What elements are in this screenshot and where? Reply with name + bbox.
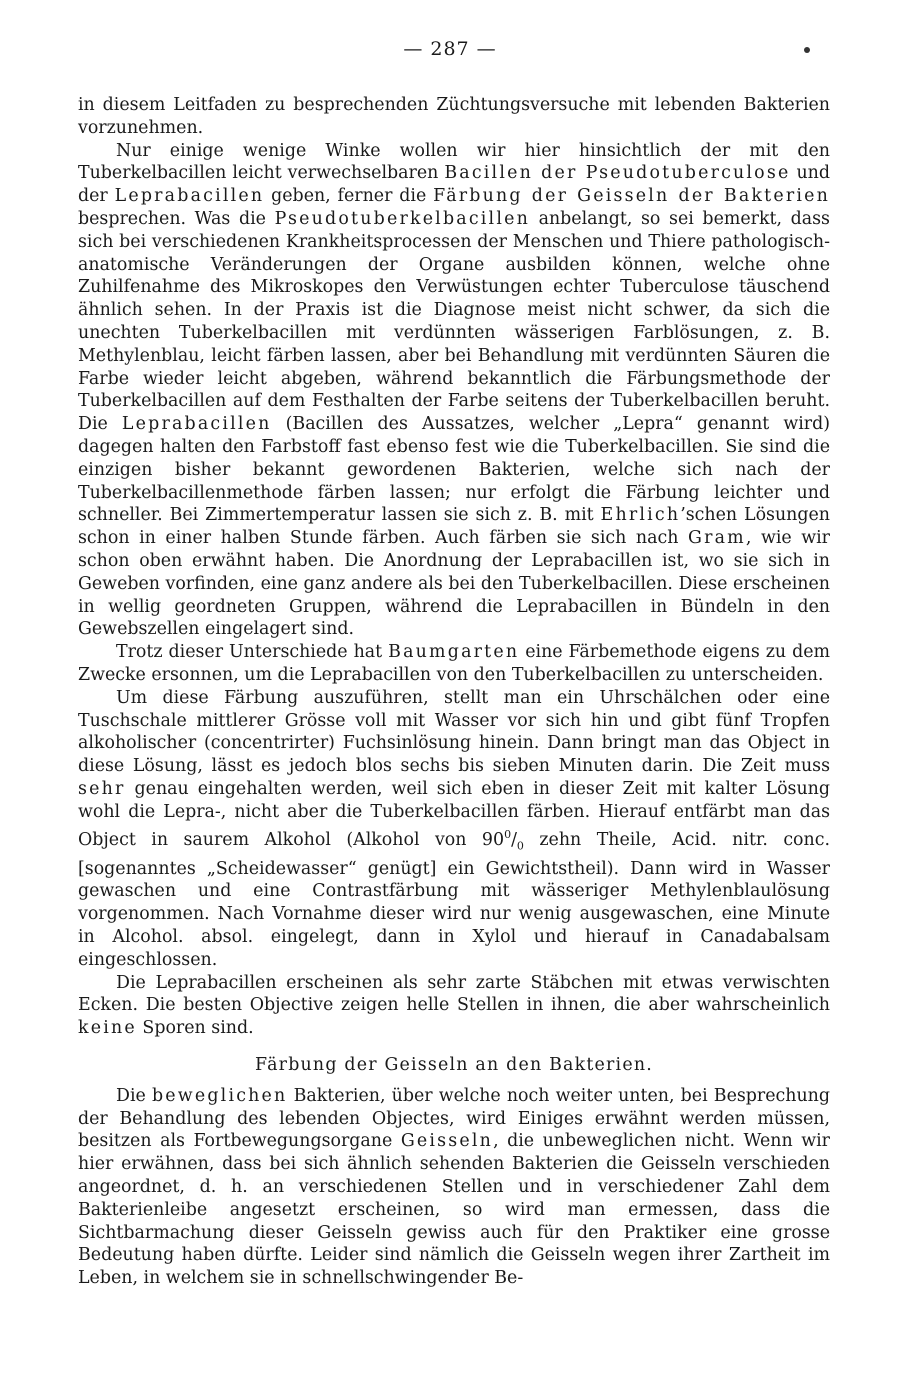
text-run: ’schen Lösungen schon in einer halben Stunde färben. Auch färben sie sich nach <box>78 505 830 549</box>
text-run: besprechen. Was die <box>78 208 275 229</box>
spaced-emphasis: Baumgarten <box>388 642 520 663</box>
text-run: / <box>511 829 517 850</box>
text-run: (Bacillen des Aussatzes, welcher „Lepra“ genannt wird) dagegen halten den Farbstoff fast ebenso fest wie die Tuberkelbacillen. Sie sind die einzigen bisher bekannt gewordenen Bakterien, welche sich nach der Tuberkelbacillenmethode färben lassen; nur erfolgt die Färbung leichter und schneller. Bei Zimmertemperatur lassen sie sich z. B. mit <box>78 414 831 526</box>
spaced-emphasis: Gram <box>687 528 746 549</box>
text-run: Um diese Färbung auszuführen, stellt man ein Uhrschälchen oder eine Tuschschale mittlerer Grösse voll mit Wasser vor sich hin und gibt fünf Tropfen alkoholischer (concentrirter) Fuchsinlösung hinein. Dann bringt man das Object in diese Lösung, lässt es jedoch blos sechs bis sieben Minuten darin. Die Zeit muss <box>78 687 830 777</box>
text-run: Trotz dieser Unterschiede hat <box>116 642 389 663</box>
text-run: Bakterien, über welche noch weiter unten, bei Besprechung der Behandlung des lebenden Objectes, wird Einiges erwähnt werden müssen, besitzen als Fortbewegungsorgane <box>78 1085 830 1152</box>
text-run: Die Leprabacillen erscheinen als sehr zarte Stäbchen mit etwas verwischten Ecken. Die besten Objective zeigen helle Stellen in ihnen, die aber wahrscheinlich <box>78 972 830 1016</box>
spaced-emphasis: sehr <box>78 778 126 799</box>
ink-dot-mark <box>804 47 810 53</box>
spaced-emphasis: Leprabacillen <box>114 186 265 207</box>
text-run: in diesem Leitfaden zu besprechenden Züchtungsversuche mit lebenden Bakterien vorzunehmen. <box>78 95 830 138</box>
paragraph-flagella <box>78 1085 830 1290</box>
text-run: Die <box>116 1085 152 1106</box>
spaced-emphasis: beweglichen <box>151 1085 288 1106</box>
spaced-emphasis: Pseudotuberkelbacillen <box>274 208 530 229</box>
spaced-emphasis: Bacillen der Pseudotuberculose <box>444 163 791 184</box>
text-run: Färbung der Geisseln an den Bakterien. <box>255 1054 653 1075</box>
page-number: — 287 — <box>403 38 497 60</box>
spaced-emphasis: Färbung der Geisseln der Bakterien <box>433 186 831 207</box>
spaced-emphasis: Geisseln <box>400 1131 494 1152</box>
text-run: Sporen sind. <box>136 1018 254 1039</box>
spaced-emphasis: Ehrlich <box>600 505 681 526</box>
section-heading <box>78 1054 830 1077</box>
paragraph-continuation <box>78 94 830 140</box>
paragraph-pseudotuberculosis-lepra <box>78 140 830 642</box>
spaced-emphasis: Leprabacillen <box>121 414 272 435</box>
text-run: geben, ferner die <box>264 186 434 207</box>
text-run: , wie wir schon oben erwähnt haben. Die Anordnung der Leprabacillen ist, wo sie sich in Geweben vorfinden, eine ganz andere als bei den Tuberkelbacillen. Diese erscheinen in wellig geordneten Gruppen, während die Leprabacillen in Bündeln in den Gewebszellen eingelagert sind. <box>78 528 831 640</box>
text-run: genau eingehalten werden, weil sich eben in dieser Zeit mit kalter Lösung wohl die Lepra-, nicht aber die Tuberkelbacillen färben. Hierauf entfärbt man das Object in saurem Alkohol (Alkohol von 90 <box>78 778 830 850</box>
body-text <box>78 94 830 1290</box>
text-run: eine Färbemethode eigens zu dem Zwecke ersonnen, um die Leprabacillen von den Tuberkelbacillen zu unterscheiden. <box>78 642 831 685</box>
subscript: 0 <box>516 838 524 852</box>
text-run: , die unbeweglichen nicht. Wenn wir hier erwähnen, dass bei sich ähnlich sehenden Bakterien die Geisseln verschieden angeordnet, d. h. an verschiedenen Stellen und in verschiedener Zahl dem Bakterienleibe angesetzt erscheinen, so wird man ermessen, dass die Sichtbarmachung dieser Geisseln gewiss auch für den Praktiker eine grosse Bedeutung haben dürfte. Leider sind nämlich die Geisseln wegen ihrer Zartheit im Leben, in welchem sie in schnellschwingender Be- <box>78 1131 830 1289</box>
paragraph-baumgarten-method <box>78 641 830 687</box>
superscript: 0 <box>504 827 512 841</box>
text-run: anbelangt, so sei bemerkt, dass sich bei verschiedenen Krankheitsprocessen der Menschen und Thiere pathologisch-anatomische Veränderungen der Organe ausbilden können, welche ohne Zuhilfenahme des Mikroskopes den Verwüstungen echter Tuberculose täuschend ähnlich sehen. In der Praxis ist die Diagnose meist nicht schwer, da sich die unechten Tuberkelbacillen mit verdünnten wässerigen Farblösungen, z. B. Methylenblau, leicht färben lassen, aber bei Behandlung mit verdünnten Säuren die Farbe wieder leicht abgeben, während bekanntlich die Färbungsmethode der Tuberkelbacillen auf dem Festhalten der Farbe seitens der Tuberkelbacillen beruht. Die <box>78 208 830 435</box>
text-run: zehn Theile, Acid. nitr. conc. [sogenanntes „Scheidewasser“ genügt] ein Gewichtstheil). Dann wird in Wasser gewaschen und eine Contrastfärbung mit wässeriger Methylenblaulösung vorgenommen. Nach Vornahme dieser wird nur wenig ausgewaschen, eine Minute in Alcohol. absol. eingelegt, dann in Xylol und hierauf in Canadabalsam eingeschlossen. <box>78 829 830 970</box>
paragraph-lepra-appearance <box>78 972 830 1040</box>
paragraph-staining-procedure <box>78 687 830 972</box>
text-run: Nur einige wenige Winke wollen wir hier hinsichtlich der mit den Tuberkelbacillen leicht verwechselbaren <box>78 140 830 184</box>
text-run: und der <box>78 163 831 207</box>
spaced-emphasis: keine <box>78 1018 137 1039</box>
